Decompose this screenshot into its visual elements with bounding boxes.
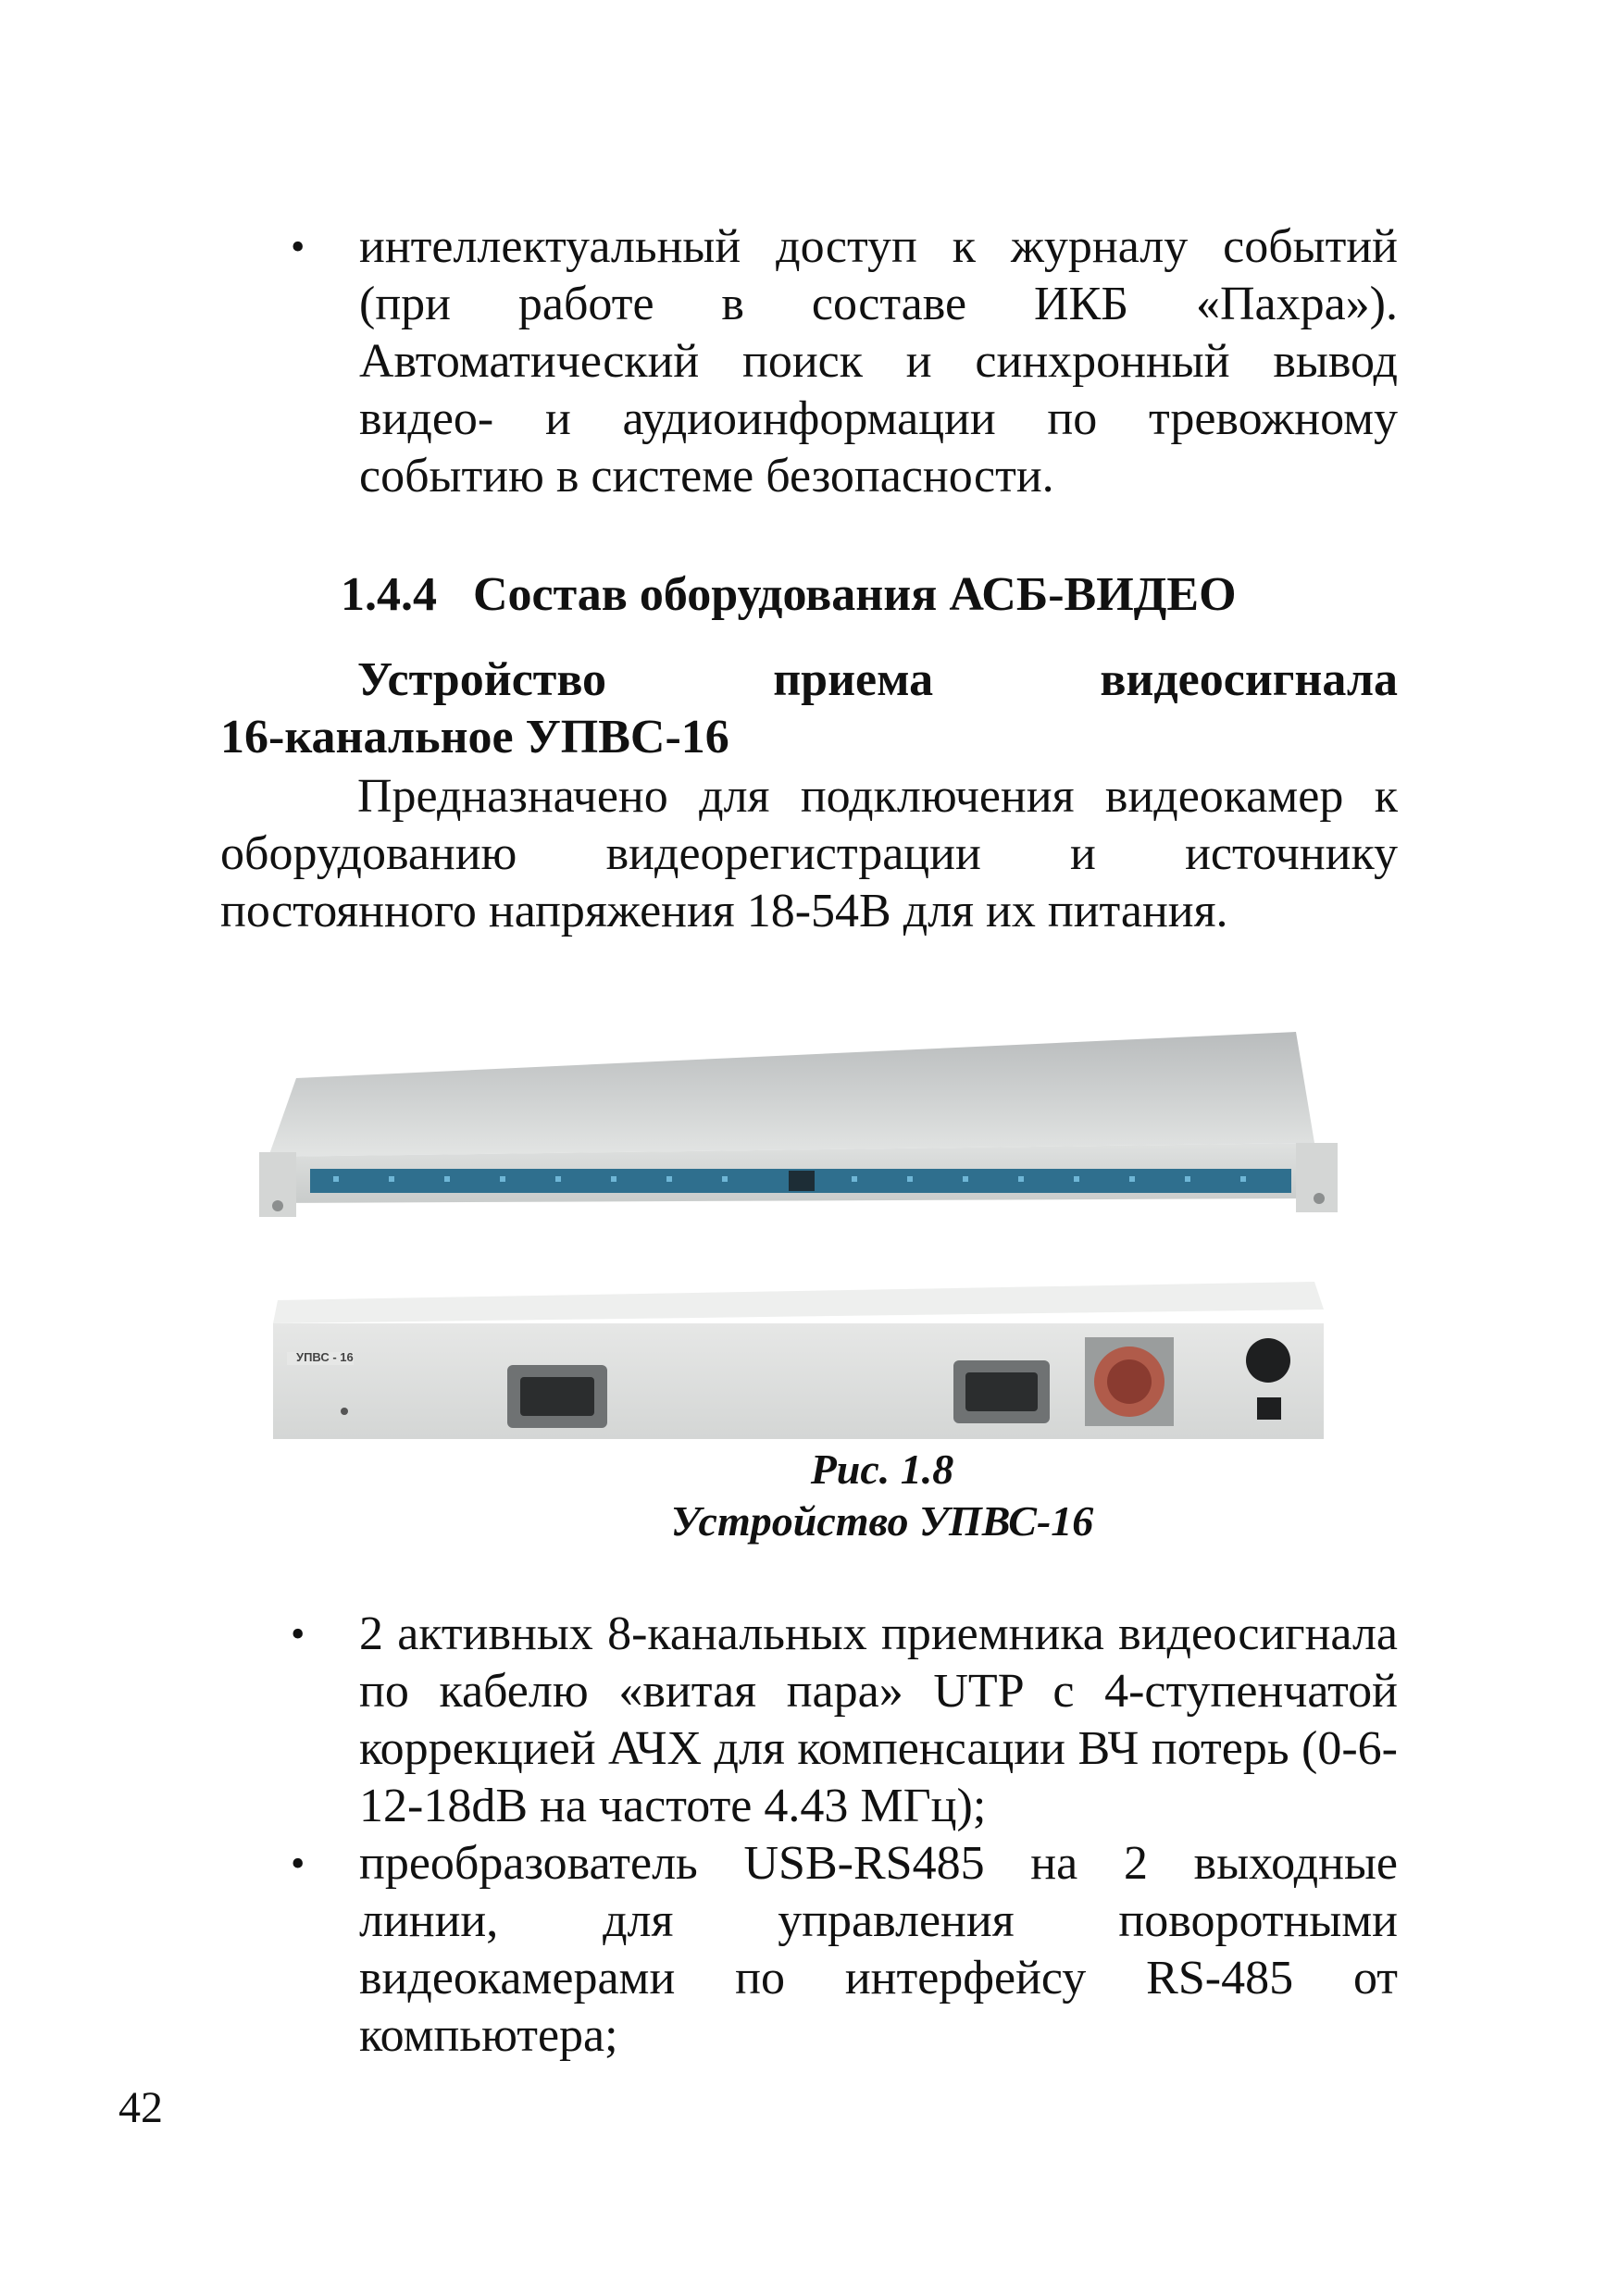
device-front-view	[259, 1032, 1338, 1217]
bullet-icon: •	[291, 1611, 305, 1657]
page-number: 42	[118, 2083, 163, 2132]
list-item: • 2 активных 8-канальных приемника видеосигнала по кабелю «витая пара» UTP с 4-ступенчатой коррекцией АЧХ для компенсации ВЧ потерь (0-6-12-18dB на частоте 4.43 МГц);	[291, 1607, 1398, 1832]
subheading-line-2: 16-канальное УПВС-16	[220, 711, 729, 763]
bullet-icon: •	[291, 224, 305, 269]
device-label: УПВС - 16	[296, 1350, 354, 1364]
bullet-icon: •	[291, 1841, 305, 1886]
figure-caption	[220, 1444, 1544, 1547]
section-heading: 1.4.4 Состав оборудования АСБ-ВИДЕО	[341, 568, 1237, 621]
body-paragraph: Предназначено для подключения видеокамер к оборудованию видеорегистрации и источнику постоянного напряжения 18-54В для их питания.	[220, 770, 1398, 937]
video-connector-left	[507, 1365, 607, 1428]
list-item: • интеллектуальный доступ к журналу событий (при работе в составе ИКБ «Пахра»). Автоматический поиск и синхронный вывод видео- и аудиоинформации по тревожному событию в системе безопасности.	[291, 220, 1398, 503]
list-item: • преобразователь USB-RS485 на 2 выходные линии, для управления поворотными видеокамерами по интерфейсу RS-485 от компьютера;	[291, 1837, 1398, 2062]
subheading-line-1: Устройство приема видеосигнала	[357, 653, 1398, 706]
power-connector	[1085, 1337, 1174, 1426]
subheading	[220, 652, 1398, 766]
top-bullet-list	[278, 218, 1398, 505]
device-photo	[259, 1004, 1370, 1448]
bottom-bullet-list	[278, 1606, 1398, 2065]
figure-number: Рис. 1.8	[810, 1446, 954, 1493]
figure-title: Устройство УПВС-16	[670, 1497, 1094, 1545]
device-rear-view	[273, 1282, 1324, 1439]
video-connector-right	[953, 1360, 1050, 1423]
